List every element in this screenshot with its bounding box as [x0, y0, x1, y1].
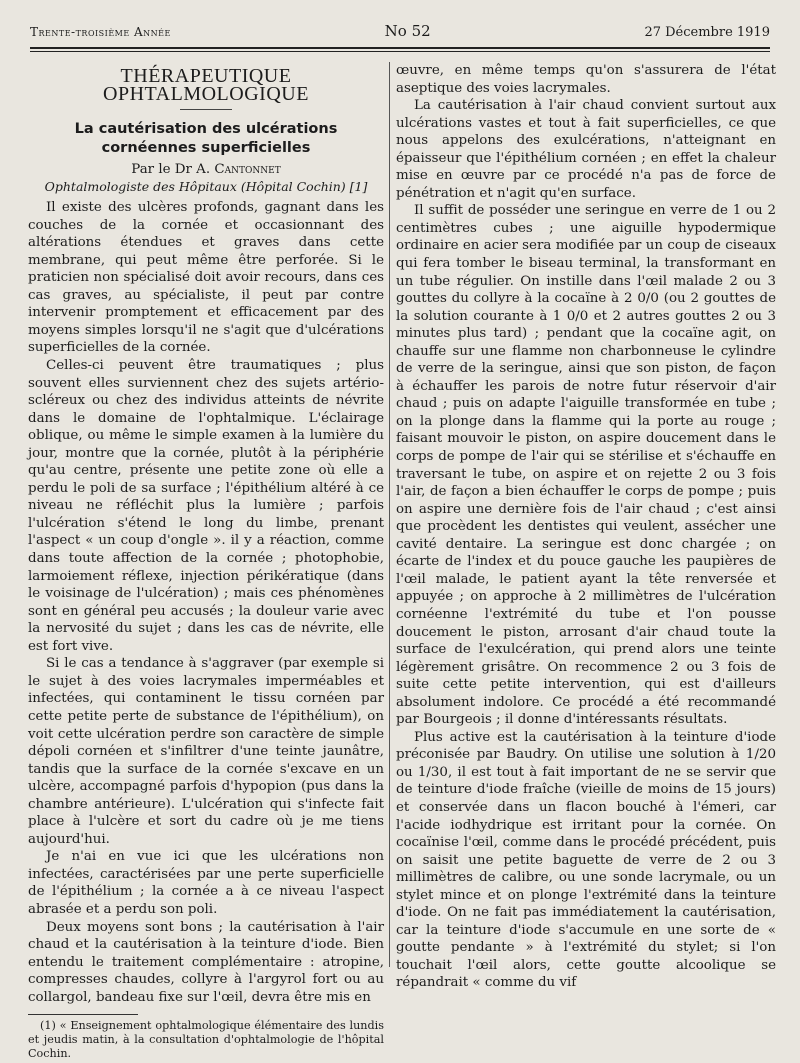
paragraph: Deux moyens sont bons ; la cautérisation à l'air chaud et la cautérisation à la teinture d'iode. Bien entendu le traitement complémentaire : atropine, compresses chaudes, collyre à l'argyrol fort ou au collargol, bandeau fixe sur l'œil, devra être mis en	[28, 919, 384, 1005]
issue-date: 27 Décembre 1919	[644, 25, 770, 40]
column-separator	[389, 62, 390, 967]
byline	[28, 161, 384, 178]
left-column	[28, 62, 384, 1061]
title-divider	[180, 109, 232, 110]
author-affiliation: Ophtalmologiste des Hôpitaux (Hôpital Cochin) [1]	[44, 179, 368, 195]
paragraph: œuvre, en même temps qu'on s'assurera de l'état aseptique des voies lacrymales.	[396, 63, 776, 96]
header-rule	[30, 47, 770, 52]
volume-label: Trente-troisième Année	[30, 25, 171, 39]
paragraph: La cautérisation à l'air chaud convient surtout aux ulcérations vastes et tout à fait superficielles, ce que nous appelons des exulcérations, n'atteignant en épaisseur que l'épithélium cornéen ; en effet la chaleur mise en œuvre par ce procédé n'a pas de force de pénétration et n'agit qu'en surface.	[396, 98, 776, 201]
page-header	[30, 22, 770, 46]
paragraph: Il existe des ulcères profonds, gagnant dans les couches de la cornée et occasionnant des altérations étendues et graves dans cette membrane, qui peut même être perforée. Si le praticien non spécialisé doit avoir recours, dans ces cas graves, au spécialiste, il peut par contre intervenir promptement et efficacement par des moyens simples lorsqu'il ne s'agit que d'ulcérations superficielles de la cornée.	[28, 200, 384, 356]
byline-prefix: Par le Dr A.	[131, 162, 211, 178]
section-title: THÉRAPEUTIQUE OPHTALMOLOGIQUE	[103, 65, 309, 105]
right-column	[396, 62, 776, 1035]
paragraph: Celles-ci peuvent être traumatiques ; plus souvent elles surviennent chez des sujets artério-scléreux ou chez des individus atteints de névrite dans le domaine de l'ophtalmique. L'éclairage oblique, ou même le simple examen à la lumière du jour, montre que la cornée, plutôt à la périphérie qu'au centre, présente une petite zone où elle a perdu le poli de sa surface ; l'épithélium altéré à ce niveau ne réfléchit plus la lumière ; parfois l'ulcération s'étend le long du limbe, prenant l'aspect « un coup d'ongle ». il y a réaction, comme dans toute affection de la cornée ; photophobie, larmoiement réflexe, injection périkératique (dans le voisinage de l'ulcération) ; mais ces phénomènes sont en général peu accusés ; la douleur varie avec la nervosité du sujet ; dans les cas de névrite, elle est fort vive.	[28, 358, 384, 654]
footnote-rule	[28, 1014, 138, 1015]
issue-number: No 52	[384, 22, 431, 40]
paragraph: Si le cas a tendance à s'aggraver (par exemple si le sujet à des voies lacrymales imperméables et infectées, qui contaminent le tissu cornéen par cette petite perte de substance de l'épithélium), on voit cette ulcération perdre son caractère de simple dépoli cornéen et s'infiltrer d'une teinte jaunâtre, tandis que la surface de la cornée s'excave en un ulcère, accompagné parfois d'hypopion (pus dans la chambre antérieure). L'ulcération qui s'infecte fait place à l'ulcère et sort du cadre où je me tiens aujourd'hui.	[28, 656, 384, 847]
article-title: La cautérisation des ulcérations cornéennes superficielles	[74, 121, 338, 157]
paragraph: Plus active est la cautérisation à la teinture d'iode préconisée par Baudry. On utilise une solution à 1/20 ou 1/30, il est tout à fait important de ne se servir que de teinture d'iode fraîche (vieille de moins de 15 jours) et conservée dans un flacon bouché à l'émeri, car l'acide iodhydrique est irritant pour la cornée. On cocaïnise l'œil, comme dans le procédé précédent, puis on saisit une petite baguette de verre de 2 ou 3 millimètres de calibre, ou une sonde lacrymale, ou un stylet mince et on plonge l'extrémité dans la teinture d'iode. On ne fait pas immédiatement la cautérisation, car la teinture d'iode s'accumule en une sorte de « goutte pendante » à l'extrémité du stylet; si l'on touchait l'œil alors, cette goutte alcoolique se répandrait « comme du vif	[396, 729, 776, 991]
paragraph: Il suffit de posséder une seringue en verre de 1 ou 2 centimètres cubes ; une aiguille hypodermique ordinaire en acier sera modifiée par un coup de ciseaux qui fera tomber le biseau terminal, la transformant en un tube régulier. On instille dans l'œil malade 2 ou 3 gouttes du collyre à la cocaïne à 2 0/0 (ou 2 gouttes de la solution courante à 1 0/0 et 2 autres gouttes 2 ou 3 minutes plus tard) ; pendant que la cocaïne agit, on chauffe sur une flamme non charbonneuse le cylindre de verre de la seringue, ainsi que son piston, de façon à échauffer les parois de notre futur réservoir d'air chaud ; puis on adapte l'aiguille transformée en tube ; on la plonge dans la flamme qui la porte au rouge ; faisant mouvoir le piston, on aspire doucement dans le corps de pompe de l'air qui se stérilise et s'échauffe en traversant le tube, on aspire et on rejette 2 ou 3 fois l'air, de façon a bien échauffer le corps de pompe ; puis on aspire une dernière fois de l'air chaud ; c'est ainsi que procèdent les dentistes qui veulent, assécher une cavité dentaire. La seringue est donc chargée ; on écarte de l'index et du pouce gauche les paupières de l'œil malade, le patient ayant la tête renversée et appuyée ; on approche à 2 millimètres de l'ulcération cornéenne l'extrémité du tube et l'on pousse doucement le piston, arrosant d'air chaud toute la surface de l'exulcération, qui prend alors une teinte légèrement grisâtre. On recommence 2 ou 3 fois de suite cette petite intervention, qui est d'ailleurs absolument indolore. Ce procédé a été recommandé par Bourgeois ; il donne d'intéressants résultats.	[396, 203, 776, 728]
footnote: (1) « Enseignement ophtalmologique élémentaire des lundis et jeudis matin, à la consultation d'ophtalmologie de l'hôpital Cochin.	[28, 1019, 384, 1061]
paragraph: Je n'ai en vue ici que les ulcérations non infectées, caractérisées par une perte superficielle de l'épithélium ; la cornée a à ce niveau l'aspect abrasée et a perdu son poli.	[28, 849, 384, 917]
author-name: Cantonnet	[214, 162, 281, 178]
